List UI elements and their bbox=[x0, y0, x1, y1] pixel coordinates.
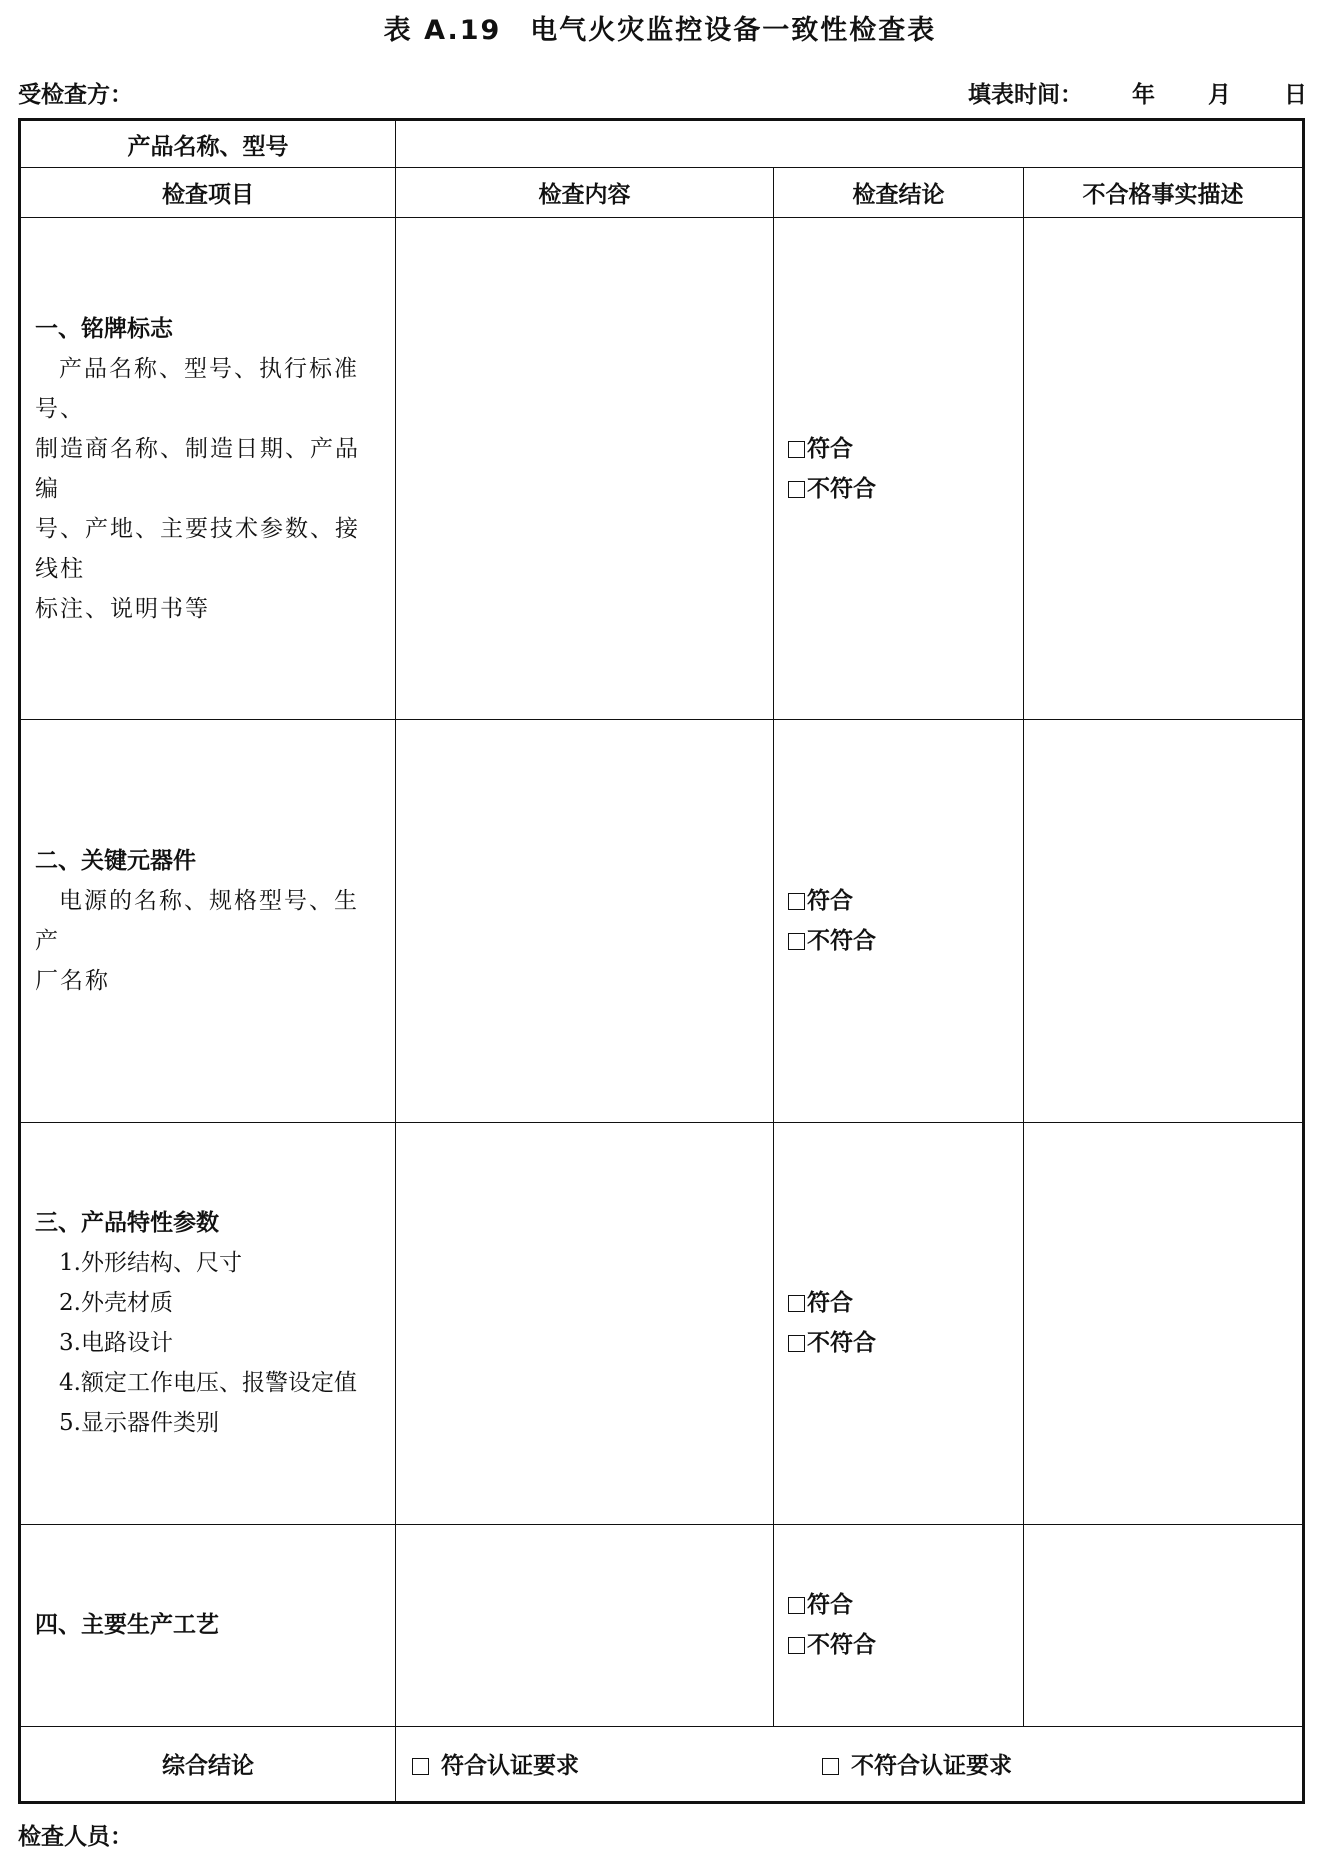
check-item-product-parameters bbox=[20, 1122, 396, 1524]
product-row bbox=[20, 120, 1304, 168]
item-heading: 四、主要生产工艺 bbox=[35, 1612, 219, 1639]
summary-options-cell bbox=[396, 1726, 1304, 1802]
header-check-item: 检查项目 bbox=[20, 168, 396, 218]
nonconformity-description-cell[interactable] bbox=[1024, 1122, 1304, 1524]
conform-checkbox[interactable] bbox=[788, 1597, 805, 1614]
header-row bbox=[20, 168, 1304, 218]
date-year-label: 年 bbox=[1132, 82, 1155, 108]
header-check-conclusion: 检查结论 bbox=[774, 168, 1024, 218]
date-month-label: 月 bbox=[1208, 82, 1231, 108]
meets-requirements-checkbox[interactable] bbox=[412, 1758, 429, 1775]
item-sub-line: 2.外壳材质 bbox=[59, 1290, 173, 1317]
check-item-production-process bbox=[20, 1524, 396, 1726]
table-row bbox=[20, 1122, 1304, 1524]
table-row bbox=[20, 720, 1304, 1122]
inspected-party-label: 受检查方： bbox=[18, 82, 133, 108]
inspector-label: 检查人员： bbox=[18, 1824, 133, 1850]
nonconform-label: 不符合 bbox=[807, 1330, 876, 1357]
item-desc-line: 电源的名称、规格型号、生产 bbox=[35, 887, 359, 954]
item-heading: 一、铭牌标志 bbox=[35, 315, 173, 342]
item-desc-line: 产品名称、型号、执行标准号、 bbox=[35, 355, 359, 422]
conform-label: 符合 bbox=[807, 1592, 853, 1619]
check-item-key-components bbox=[20, 720, 396, 1122]
nonconform-label: 不符合 bbox=[807, 1632, 876, 1659]
item-heading: 二、关键元器件 bbox=[35, 847, 196, 874]
check-conclusion-cell bbox=[774, 1524, 1024, 1726]
nonconformity-description-cell[interactable] bbox=[1024, 720, 1304, 1122]
nonconform-label: 不符合 bbox=[807, 475, 876, 502]
header-check-content: 检查内容 bbox=[396, 168, 774, 218]
check-conclusion-cell bbox=[774, 218, 1024, 720]
conform-checkbox[interactable] bbox=[788, 893, 805, 910]
nonconform-checkbox[interactable] bbox=[788, 1335, 805, 1352]
conform-label: 符合 bbox=[807, 887, 853, 914]
nonconform-label: 不符合 bbox=[807, 927, 876, 954]
summary-label: 综合结论 bbox=[20, 1726, 396, 1802]
check-content-cell[interactable] bbox=[396, 1122, 774, 1524]
fails-requirements-label: 不符合认证要求 bbox=[851, 1753, 1012, 1780]
conform-label: 符合 bbox=[807, 1290, 853, 1317]
nonconformity-description-cell[interactable] bbox=[1024, 218, 1304, 720]
item-desc-line: 制造商名称、制造日期、产品编 bbox=[35, 435, 360, 502]
inspection-table bbox=[18, 118, 1305, 1804]
summary-row bbox=[20, 1726, 1304, 1802]
table-row bbox=[20, 1524, 1304, 1726]
conform-checkbox[interactable] bbox=[788, 1295, 805, 1312]
conform-label: 符合 bbox=[807, 435, 853, 462]
item-sub-line: 5.显示器件类别 bbox=[59, 1410, 219, 1437]
check-item-nameplate bbox=[20, 218, 396, 720]
nonconform-checkbox[interactable] bbox=[788, 933, 805, 950]
nonconform-checkbox[interactable] bbox=[788, 481, 805, 498]
item-sub-line: 3.电路设计 bbox=[59, 1330, 173, 1357]
item-heading: 三、产品特性参数 bbox=[35, 1210, 219, 1237]
meets-requirements-label: 符合认证要求 bbox=[441, 1753, 579, 1780]
page-title: 表 A.19 电气火灾监控设备一致性检查表 bbox=[383, 15, 937, 46]
check-conclusion-cell bbox=[774, 1122, 1024, 1524]
table-row bbox=[20, 218, 1304, 720]
item-desc-line: 厂名称 bbox=[35, 967, 110, 994]
product-name-model-label: 产品名称、型号 bbox=[20, 120, 396, 168]
check-content-cell[interactable] bbox=[396, 720, 774, 1122]
item-sub-line: 4.额定工作电压、报警设定值 bbox=[59, 1370, 357, 1397]
check-content-cell[interactable] bbox=[396, 218, 774, 720]
item-desc-line: 号、产地、主要技术参数、接线柱 bbox=[35, 515, 360, 582]
conform-checkbox[interactable] bbox=[788, 441, 805, 458]
nonconform-checkbox[interactable] bbox=[788, 1637, 805, 1654]
fails-requirements-checkbox[interactable] bbox=[822, 1758, 839, 1775]
item-desc-line: 标注、说明书等 bbox=[35, 595, 210, 622]
product-name-model-field[interactable] bbox=[396, 120, 1304, 168]
fill-time-label: 填表时间： bbox=[968, 82, 1083, 108]
nonconformity-description-cell[interactable] bbox=[1024, 1524, 1304, 1726]
item-sub-line: 1.外形结构、尺寸 bbox=[59, 1250, 242, 1277]
header-nonconformity-description: 不合格事实描述 bbox=[1024, 168, 1304, 218]
date-day-label: 日 bbox=[1284, 82, 1307, 108]
check-conclusion-cell bbox=[774, 720, 1024, 1122]
check-content-cell[interactable] bbox=[396, 1524, 774, 1726]
